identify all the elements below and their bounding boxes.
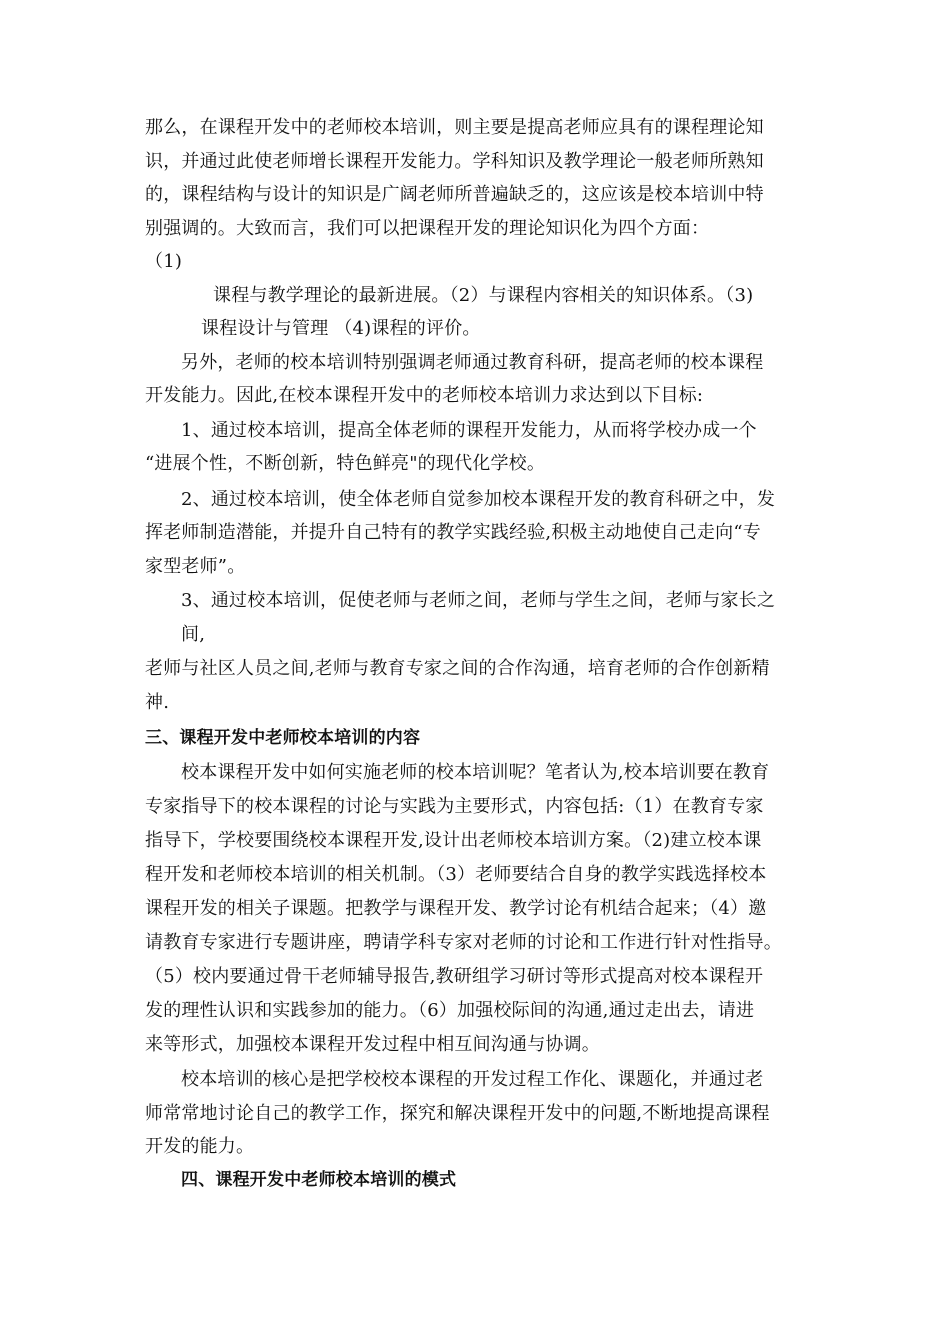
paragraph-line: 校本课程开发中如何实施老师的校本培训呢？笔者认为,校本培训要在教育	[181, 762, 770, 783]
paragraph-line: 校本培训的核心是把学校校本课程的开发过程工作化、课题化，并通过老	[181, 1069, 764, 1090]
goal-item-line: 1、通过校本培训，提高全体老师的课程开发能力，从而将学校办成一个	[181, 420, 757, 441]
list-marker-line: （1)	[145, 251, 183, 272]
goal-item-line: 间,	[181, 624, 206, 645]
paragraph-line: 程开发和老师校本培训的相关机制。（3）老师要结合自身的教学实践选择校本	[145, 864, 767, 885]
goal-item-line: 神.	[145, 692, 170, 713]
paragraph-line: 开发的能力。	[145, 1136, 255, 1157]
paragraph-line: 另外，老师的校本培训特别强调老师通过教育科研，提高老师的校本课程	[181, 352, 764, 373]
paragraph-line: 指导下，学校要围绕校本课程开发,设计出老师校本培训方案。（2)建立校本课	[145, 830, 762, 851]
indented-line: 课程设计与管理 （4)课程的评价。	[201, 318, 481, 339]
paragraph-line: （5）校内要通过骨干老师辅导报告,教研组学习研讨等形式提高对校本课程开	[145, 966, 764, 987]
paragraph-line: 师常常地讨论自己的教学工作，探究和解决课程开发中的问题,不断地提高课程	[145, 1103, 770, 1124]
goal-item-line: 家型老师”。	[145, 556, 246, 577]
paragraph-line: 开发能力。因此,在校本课程开发中的老师校本培训力求达到以下目标:	[145, 385, 704, 406]
goal-item-line: “进展个性，不断创新，特色鲜亮"的现代化学校。	[145, 453, 546, 474]
goal-item-line: 老师与社区人员之间,老师与教育专家之间的合作沟通，培育老师的合作创新精	[145, 658, 770, 679]
paragraph-line: 识，并通过此使老师增长课程开发能力。学科知识及教学理论一般老师所熟知	[145, 151, 764, 172]
paragraph-line: 来等形式，加强校本课程开发过程中相互间沟通与协调。	[145, 1034, 600, 1055]
indented-line: 课程与教学理论的最新进展。（2）与课程内容相关的知识体系。（3)	[213, 285, 754, 306]
paragraph-line: 那么，在课程开发中的老师校本培训，则主要是提高老师应具有的课程理论知	[145, 117, 764, 138]
paragraph-line: 发的理性认识和实践参加的能力。（6）加强校际间的沟通,通过走出去，请进	[145, 1000, 755, 1021]
paragraph-line: 专家指导下的校本课程的讨论与实践为主要形式，内容包括:（1）在教育专家	[145, 796, 764, 817]
section-heading: 三、课程开发中老师校本培训的内容	[145, 728, 421, 748]
goal-item-line: 2、通过校本培训，使全体老师自觉参加校本课程开发的教育科研之中，发	[181, 489, 776, 510]
section-heading: 四、课程开发中老师校本培训的模式	[181, 1170, 457, 1190]
paragraph-line: 课程开发的相关子课题。把教学与课程开发、教学讨论有机结合起来；（4）邀	[145, 898, 767, 919]
goal-item-line: 3、通过校本培训，促使老师与老师之间，老师与学生之间，老师与家长之	[181, 590, 776, 611]
paragraph-line: 的，课程结构与设计的知识是广阔老师所普遍缺乏的，这应该是校本培训中特	[145, 184, 764, 205]
paragraph-line: 请教育专家进行专题讲座，聘请学科专家对老师的讨论和工作进行针对性指导。	[145, 932, 782, 953]
goal-item-line: 挥老师制造潜能，并提升自己特有的教学实践经验,积极主动地使自己走向“专	[145, 522, 761, 543]
paragraph-line: 别强调的。大致而言，我们可以把课程开发的理论知识化为四个方面：	[145, 218, 710, 239]
